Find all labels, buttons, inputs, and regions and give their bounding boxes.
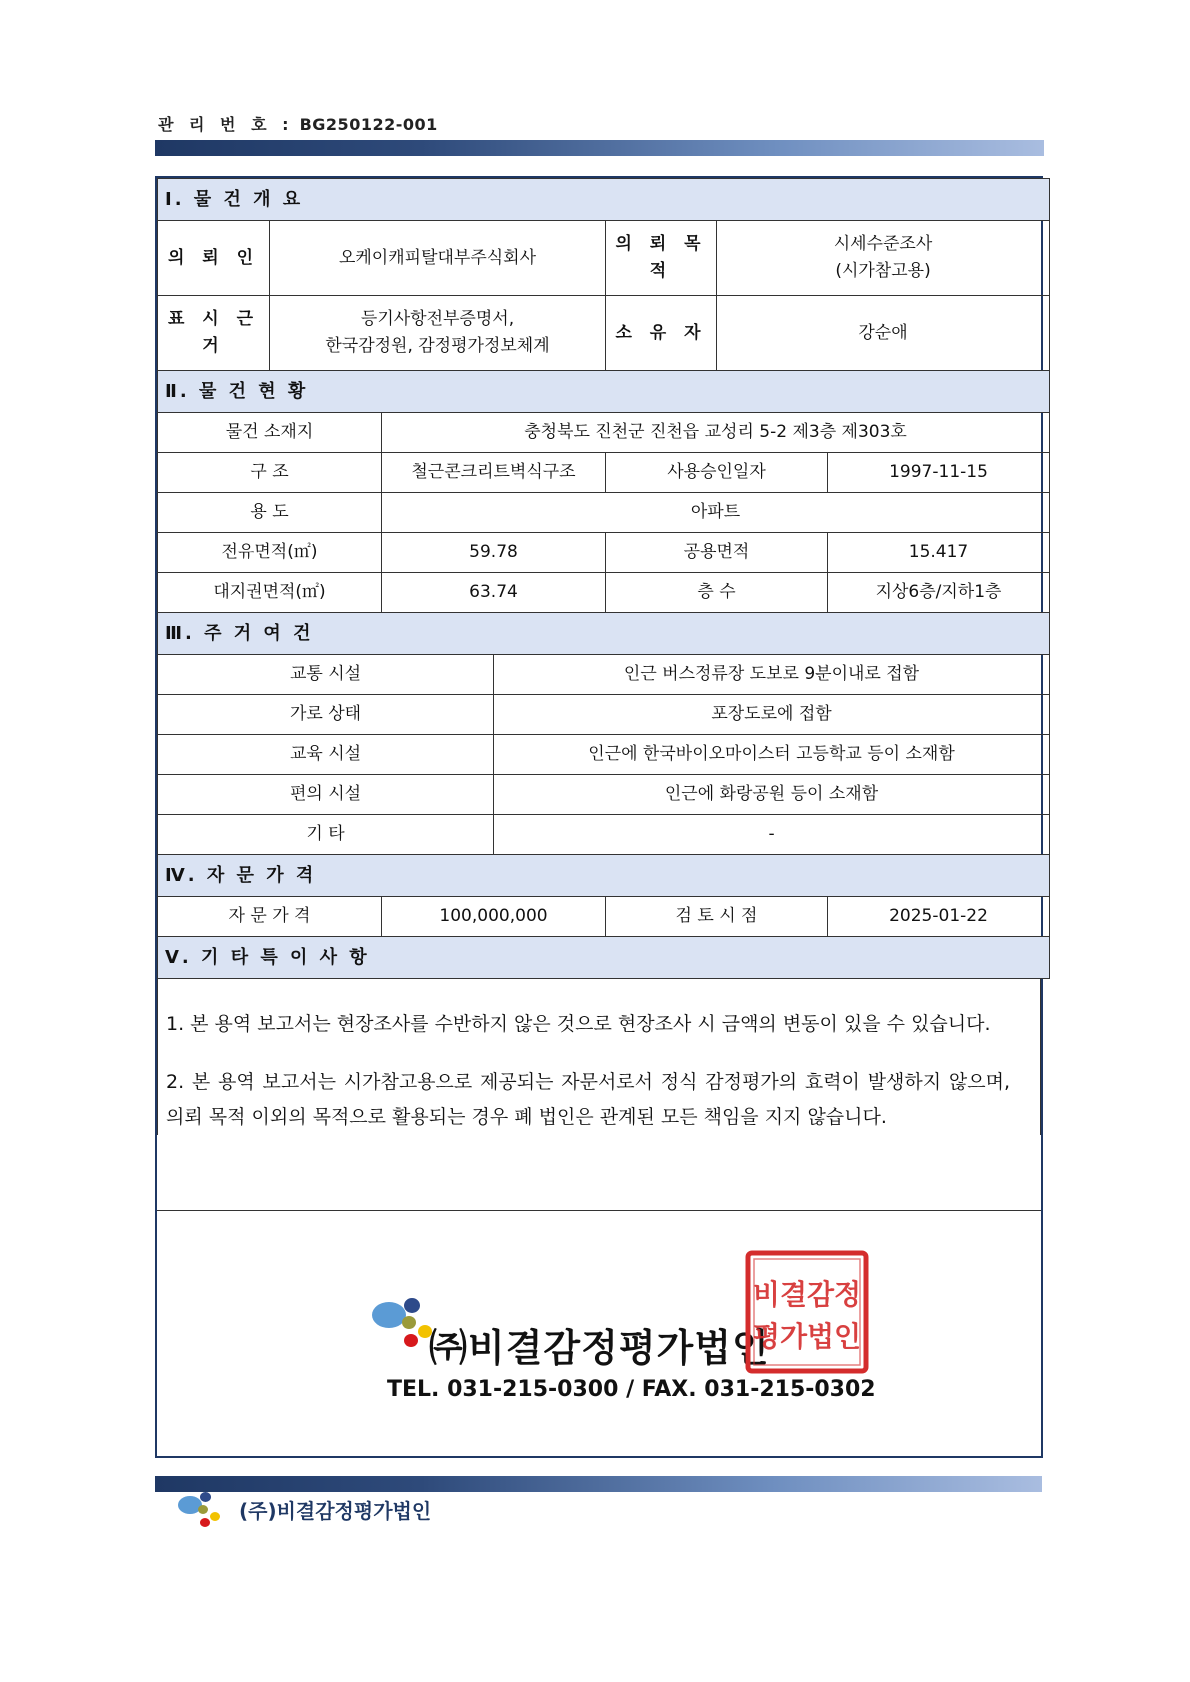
use-value: 아파트 xyxy=(382,493,1050,533)
note-1: 1. 본 용역 보고서는 현장조사를 수반하지 않은 것으로 현장조사 시 금액의 변동이 있을 수 있습니다. xyxy=(166,1013,991,1035)
structure-label: 구 조 xyxy=(158,453,382,493)
basis-line-2: 한국감정원, 감정평가정보체계 xyxy=(325,336,550,356)
environment-value: 인근에 화랑공원 등이 소재함 xyxy=(494,775,1050,815)
environment-value: 포장도로에 접함 xyxy=(494,695,1050,735)
section-4-title: Ⅳ. 자 문 가 격 xyxy=(158,855,1050,897)
management-number-label: 관 리 번 호 : xyxy=(158,115,294,134)
owner-label: 소 유 자 xyxy=(606,296,717,371)
review-value: 2025-01-22 xyxy=(828,897,1050,937)
purpose-line-1: 시세수준조사 xyxy=(833,234,933,254)
basis-line-1: 등기사항전부증명서, xyxy=(360,309,515,329)
area-row xyxy=(158,533,1050,573)
environment-label: 교통 시설 xyxy=(158,655,494,695)
environment-value: 인근에 한국바이오마이스터 고등학교 등이 소재함 xyxy=(494,735,1050,775)
owner-value: 강순애 xyxy=(717,296,1050,371)
section-5-header xyxy=(158,937,1050,979)
environment-row xyxy=(158,775,1050,815)
footer-gradient-bar xyxy=(155,1476,1042,1492)
environment-label: 교육 시설 xyxy=(158,735,494,775)
environment-value: 인근 버스정류장 도보로 9분이내로 접함 xyxy=(494,655,1050,695)
svg-text:평가법인: 평가법인 xyxy=(752,1320,862,1353)
price-label: 자 문 가 격 xyxy=(158,897,382,937)
land-row xyxy=(158,573,1050,613)
special-notes xyxy=(157,979,1041,1135)
structure-value: 철근콘크리트벽식구조 xyxy=(382,453,606,493)
section-3-header xyxy=(158,613,1050,655)
environment-label: 기 타 xyxy=(158,815,494,855)
environment-row xyxy=(158,695,1050,735)
environment-row xyxy=(158,815,1050,855)
section-1-title: Ⅰ. 물 건 개 요 xyxy=(158,179,1050,221)
environment-label: 편의 시설 xyxy=(158,775,494,815)
environment-label: 가로 상태 xyxy=(158,695,494,735)
svg-text:비결감정: 비결감정 xyxy=(752,1278,862,1311)
floors-value: 지상6층/지하1층 xyxy=(828,573,1050,613)
company-seal xyxy=(745,1250,869,1374)
client-row xyxy=(158,221,1050,296)
location-row xyxy=(158,413,1050,453)
exclusive-area-label: 전유면적(㎡) xyxy=(158,533,382,573)
environment-row xyxy=(158,735,1050,775)
environment-row xyxy=(158,655,1050,695)
company-logo-icon xyxy=(372,1298,432,1352)
price-row xyxy=(158,897,1050,937)
common-area-value: 15.417 xyxy=(828,533,1050,573)
basis-value xyxy=(270,296,606,371)
footer-logo-icon xyxy=(178,1492,224,1532)
price-value: 100,000,000 xyxy=(382,897,606,937)
management-number xyxy=(158,112,438,135)
structure-row xyxy=(158,453,1050,493)
management-number-value: BG250122-001 xyxy=(299,115,438,134)
section-1-header xyxy=(158,179,1050,221)
section-4-header xyxy=(158,855,1050,897)
location-label: 물건 소재지 xyxy=(158,413,382,453)
purpose-value xyxy=(717,221,1050,296)
approval-value: 1997-11-15 xyxy=(828,453,1050,493)
environment-value: - xyxy=(494,815,1050,855)
section-2-header xyxy=(158,371,1050,413)
approval-label: 사용승인일자 xyxy=(606,453,828,493)
note-2: 2. 본 용역 보고서는 시가참고용으로 제공되는 자문서로서 정식 감정평가의 효력이 발생하지 않으며, 의뢰 목적 이외의 목적으로 활용되는 경우 폐 법인은 관계된 모든 책임을 지지 않습니다. xyxy=(166,1071,1010,1128)
section-5-title: Ⅴ. 기 타 특 이 사 항 xyxy=(158,937,1050,979)
report-table xyxy=(157,178,1050,979)
floors-label: 층 수 xyxy=(606,573,828,613)
section-3-title: Ⅲ. 주 거 여 건 xyxy=(158,613,1050,655)
land-area-value: 63.74 xyxy=(382,573,606,613)
land-area-label: 대지권면적(㎡) xyxy=(158,573,382,613)
company-name: ㈜비결감정평가법인 xyxy=(429,1326,770,1370)
report-frame xyxy=(155,176,1043,1458)
location-value: 충청북도 진천군 진천읍 교성리 5-2 제3층 제303호 xyxy=(382,413,1050,453)
section-2-title: Ⅱ. 물 건 현 황 xyxy=(158,371,1050,413)
header-gradient-bar xyxy=(155,140,1044,156)
purpose-label: 의 뢰 목 적 xyxy=(606,221,717,296)
basis-row xyxy=(158,296,1050,371)
review-label: 검 토 시 점 xyxy=(606,897,828,937)
client-value: 오케이캐피탈대부주식회사 xyxy=(270,221,606,296)
signature-block xyxy=(157,1210,1041,1457)
client-label: 의 뢰 인 xyxy=(158,221,270,296)
common-area-label: 공용면적 xyxy=(606,533,828,573)
use-row xyxy=(158,493,1050,533)
footer-company-name: (주)비결감정평가법인 xyxy=(239,1499,432,1523)
basis-label: 표 시 근 거 xyxy=(158,296,270,371)
purpose-line-2: (시가참고용) xyxy=(835,261,931,281)
use-label: 용 도 xyxy=(158,493,382,533)
exclusive-area-value: 59.78 xyxy=(382,533,606,573)
company-contact: TEL. 031-215-0300 / FAX. 031-215-0302 xyxy=(387,1377,876,1402)
